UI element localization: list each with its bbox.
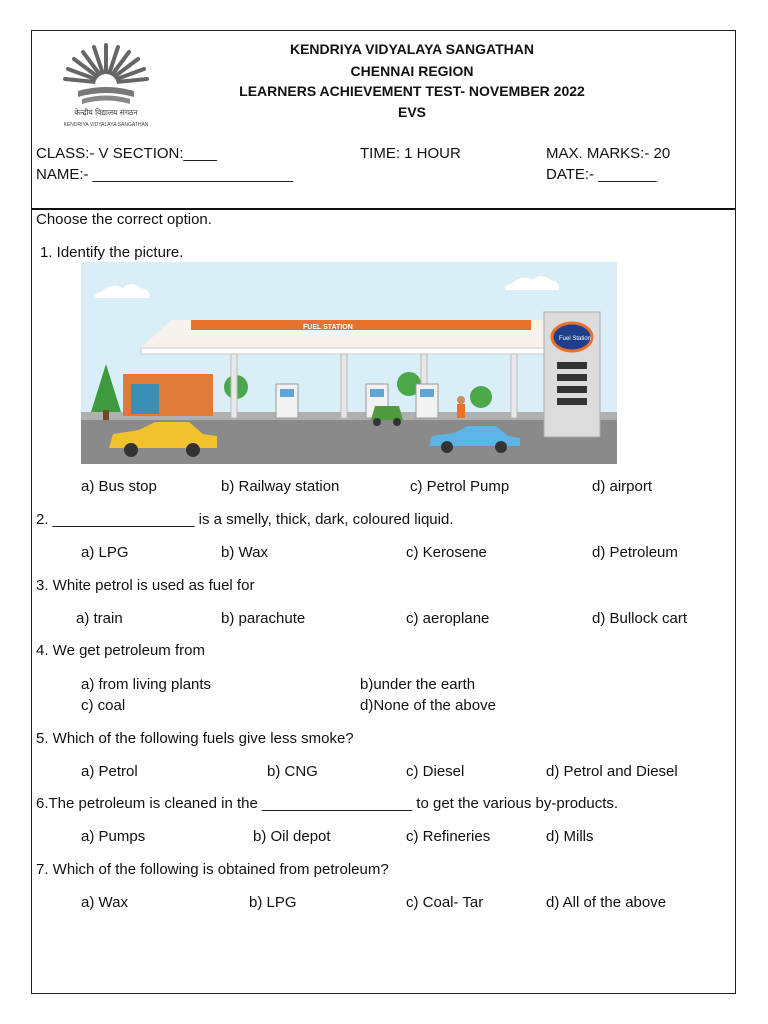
class-section: CLASS:- V SECTION:____ [36, 145, 217, 162]
q4-option-c: c) coal [81, 697, 126, 714]
q3-option-b: b) parachute [221, 610, 306, 627]
question-6: 6.The petroleum is cleaned in the __________________ to get the various by-products. [36, 795, 619, 812]
org-title: KENDRIYA VIDYALAYA SANGATHAN [289, 41, 534, 57]
question-3: 3. White petrol is used as fuel for [36, 577, 255, 594]
canopy-sign-text: FUEL STATION [303, 324, 353, 331]
instruction: Choose the correct option. [36, 211, 212, 228]
name-field: NAME:- ________________________ [36, 166, 293, 183]
petrol-pump-picture [81, 262, 617, 464]
subject-title: EVS [397, 104, 426, 120]
tree-icon [470, 386, 492, 408]
q4-option-a: a) from living plants [81, 676, 212, 693]
q1-option-a: a) Bus stop [81, 478, 157, 495]
q5-option-b: b) CNG [267, 763, 318, 780]
q5-option-c: c) Diesel [406, 763, 465, 780]
q2-option-c: c) Kerosene [406, 544, 487, 561]
max-marks: MAX. MARKS:- 20 [546, 145, 671, 162]
question-4: 4. We get petroleum from [36, 642, 205, 659]
question-2: 2. _________________ is a smelly, thick, dark, coloured liquid. [36, 511, 454, 528]
test-title: LEARNERS ACHIEVEMENT TEST- NOVEMBER 2022 [239, 83, 585, 99]
q3-option-d: d) Bullock cart [592, 610, 688, 627]
question-paper [31, 30, 736, 994]
attendant-icon [457, 396, 465, 418]
q4-option-b: b)under the earth [360, 676, 476, 693]
q6-option-d: d) Mills [546, 828, 594, 845]
q4-option-d: d)None of the above [360, 697, 496, 714]
question-5: 5. Which of the following fuels give less smoke? [36, 730, 354, 747]
q1-option-b: b) Railway station [221, 478, 340, 495]
q2-option-b: b) Wax [221, 544, 268, 561]
q7-option-b: b) LPG [249, 894, 297, 911]
q5-option-d: d) Petrol and Diesel [546, 763, 678, 780]
tower-sign-text: Fuel Station [559, 336, 592, 342]
divider [32, 208, 735, 210]
q1-option-d: d) airport [592, 478, 653, 495]
region-title: CHENNAI REGION [350, 63, 474, 79]
q7-option-a: a) Wax [81, 894, 128, 911]
q3-option-a: a) train [76, 610, 123, 627]
q7-option-d: d) All of the above [546, 894, 667, 911]
q2-option-d: d) Petroleum [592, 544, 678, 561]
kvs-logo-icon [50, 39, 162, 129]
time: TIME: 1 HOUR [360, 145, 461, 162]
q6-option-b: b) Oil depot [253, 828, 331, 845]
q7-option-c: c) Coal- Tar [406, 894, 484, 911]
q3-option-c: c) aeroplane [406, 610, 490, 627]
q6-option-c: c) Refineries [406, 828, 491, 845]
q1-option-c: c) Petrol Pump [410, 478, 510, 495]
logo-hindi-text: केन्द्रीय विद्यालय संगठन [74, 108, 138, 117]
q2-option-a: a) LPG [81, 544, 129, 561]
q6-option-a: a) Pumps [81, 828, 146, 845]
logo-english-text: KENDRIYA VIDYALAYA SANGATHAN [63, 122, 149, 128]
question-7: 7. Which of the following is obtained from petroleum? [36, 861, 389, 878]
date-field: DATE:- _______ [546, 166, 657, 183]
question-1: 1. Identify the picture. [40, 244, 184, 261]
q5-option-a: a) Petrol [81, 763, 138, 780]
